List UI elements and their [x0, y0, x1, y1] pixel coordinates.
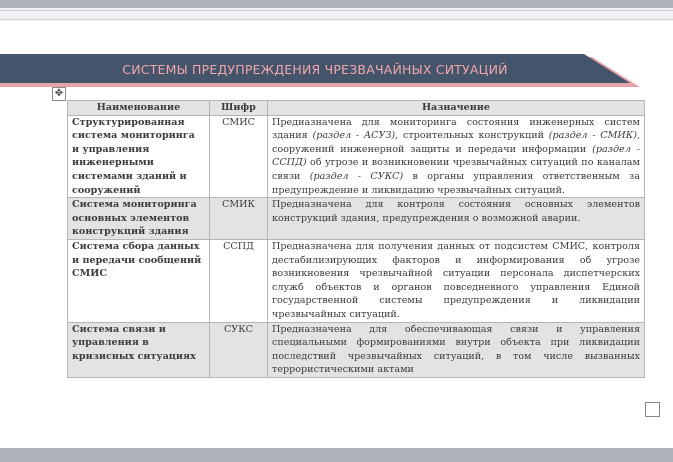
table-move-handle[interactable]: [52, 87, 66, 101]
system-name[interactable]: Структурированная система мониторинга и управления инженерными системами зданий и сооружений: [68, 115, 210, 198]
table-row: [68, 115, 645, 198]
window-top-bar: [0, 0, 673, 8]
system-purpose[interactable]: Предназначена для обеспечивающая связи и управления специальными формированиями внутри объекта при ликвидации последствий чрезвычайных ситуаций, в том числе вызванных террористическими актами: [268, 322, 645, 377]
system-name[interactable]: Система сбора данных и передачи сообщений СМИС: [68, 239, 210, 322]
system-code[interactable]: СМИС: [210, 115, 268, 198]
window-bottom-bar: [0, 448, 673, 462]
system-purpose[interactable]: Предназначена для мониторинга состояния инженерных систем здания (раздел - АСУЗ), строительных конструкций (раздел - СМИК), сооружений инженерной защиты и передачи информации (раздел - ССПД) об угрозе и возникновении чрезвычайных ситуаций по каналам связи (раздел - СУКС) в органы управления ответственным за предупреждение и ликвидацию чрезвычайных ситуаций.: [268, 115, 645, 198]
table-header-row: [68, 101, 645, 116]
system-purpose[interactable]: Предназначена для получения данных от подсистем СМИС, контроля дестабилизирующих факторов и информирования об угрозе возникновения чрезвычайной ситуации персонала диспетчерских служб объектов и органов повседневного управления Единой государственной системы предупреждения и ликвидации чрезвычайных ситуаций.: [268, 239, 645, 322]
system-code[interactable]: СУКС: [210, 322, 268, 377]
system-name[interactable]: Система связи и управления в кризисных ситуациях: [68, 322, 210, 377]
header-name: Наименование: [68, 101, 210, 116]
header-code: Шифр: [210, 101, 268, 116]
systems-table[interactable]: [67, 100, 645, 378]
system-name[interactable]: Система мониторинга основных элементов конструкций здания: [68, 198, 210, 240]
move-arrows-icon: ✥: [54, 88, 64, 99]
header-purpose: Назначение: [268, 101, 645, 116]
table-row: [68, 198, 645, 240]
slide-title[interactable]: СИСТЕМЫ ПРЕДУПРЕЖДЕНИЯ ЧРЕЗВАЧАЙНЫХ СИТУАЦИЙ: [122, 62, 508, 77]
ruler-line: [0, 10, 673, 11]
resize-handle[interactable]: [645, 402, 660, 417]
system-code[interactable]: ССПД: [210, 239, 268, 322]
ruler-line: [0, 19, 673, 20]
table-row: [68, 239, 645, 322]
system-code[interactable]: СМИК: [210, 198, 268, 240]
system-purpose[interactable]: Предназначена для контроля состояния основных элементов конструкций здания, предупреждения о возможной аварии.: [268, 198, 645, 240]
table-row: [68, 322, 645, 377]
